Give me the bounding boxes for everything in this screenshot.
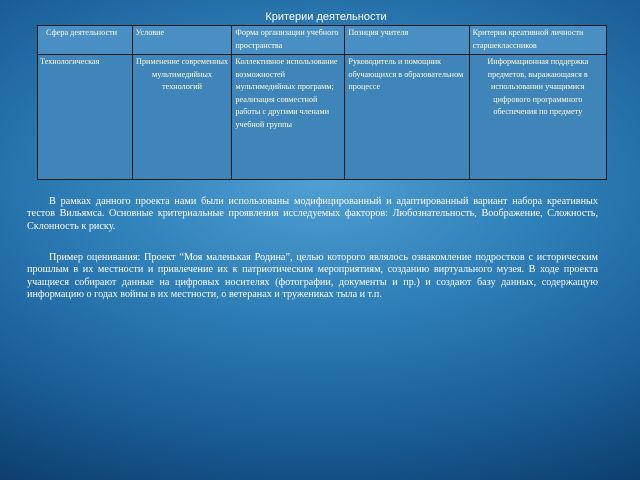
- paragraph-project-tests: В рамках данного проекта нами были использованы модифицированный и адаптированный вариант набора креативных тестов Вильямса. Основные критериальные проявления исследуемых факторов: Любознательность, Воображение, Сложность, Склонность к риску.: [27, 196, 598, 232]
- cell-sphere: Технологическая: [38, 55, 133, 180]
- cell-teacher-position: Руководитель и помощник обучающихся в образовательном процессе: [345, 55, 469, 180]
- header-cell-sphere: Сфера деятельности: [38, 26, 133, 55]
- header-cell-teacher-position: Позиция учителя: [345, 26, 469, 55]
- table-row: [38, 55, 607, 180]
- cell-condition: Применение современных мультимедийных технологий: [132, 55, 232, 180]
- cell-form: Коллективное использование возможностей мультимедийных программ; реализация совместной работы с другими членами учебной группы: [232, 55, 345, 180]
- slide-title: Критерии деятельности: [265, 11, 387, 23]
- header-cell-condition: Условие: [132, 26, 232, 55]
- table-header-row: [38, 26, 607, 55]
- header-cell-form: Форма организации учебного пространства: [232, 26, 345, 55]
- cell-criteria: Информационная поддержка предметов, выражающаяся в использовании учащимися цифрового программного обеспечения по предмету: [469, 55, 606, 180]
- paragraph-assessment-example: Пример оценивания: Проект “Моя маленькая Родина”, целью которого являлось ознакомление подростков с историческим прошлым в их местности и привлечение их к патриотическим мероприятиям, созданию виртуального музея. В ходе проекта учащиеся собирают данные на цифровых носителях (фотографии, документы и пр.) и создают базу данных, содержащую информацию о годах войны в их местности, о ветеранах и тружениках тыла и т.п.: [27, 252, 598, 301]
- criteria-table: [37, 25, 607, 180]
- header-cell-criteria: Критерии креативной личности старшеклассников: [469, 26, 606, 55]
